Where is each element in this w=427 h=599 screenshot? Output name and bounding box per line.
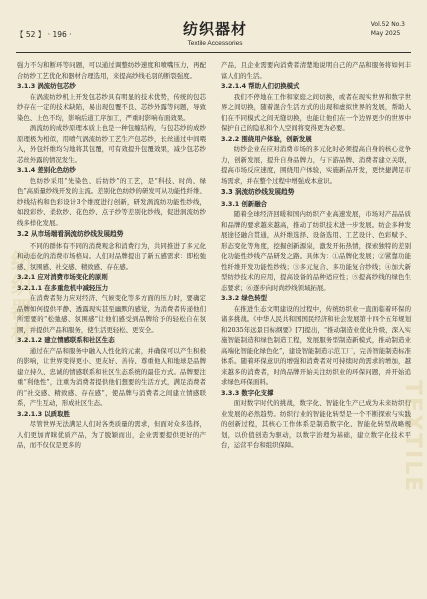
section-heading: 3.2.1 应对消费市场变化的原则 — [17, 273, 108, 281]
section-heading: 3.3.2 绿色转型 — [221, 294, 267, 302]
watermark-right: TEXTILE — [400, 380, 425, 494]
paragraph: 通过在产品和服务中融入人性化的元素，并确保可以产生积极的影响，让世界变得更小、更友好、善待、尊重他人和地球是品牌建立持久、忠诚的情感联系和社区生态系统的最佳方式。品牌要注重“利他性”，注重为消费者提供他们想要的生活方式，满足消费者的“社交感、精致感、存在感”，使品牌与消费者之间建立情感联系，产生互动，形成社区生态。 — [17, 346, 206, 407]
right-column — [221, 60, 411, 451]
section-heading: 3.1.3 涡流纺包芯纱 — [17, 82, 76, 90]
paragraph: 随着全球经济回暖和国内纺织产业高速发展，市场对产品品质和品牌的要求越来越高，推动了纺织技术进一步发展。纺企多种发展途径融合贯通，从纤维选择、设备选用、工艺设计、色彩赋予、形态变化等角度，挖掘创新源泉，激发开拓热情，探索独特的差别化功能性纱线产品研发之路。具体为：①品牌化发展；②紧靠功能性纤维开发功能性纱线；③多元复合、多功能复合纱线；④加大新型纺纱技术的应用，提高设备的品种适应性；⑤提高纱线的绿色生态要求；⑥逐步向时尚纱线领域拓展。 — [221, 210, 411, 292]
issue-info — [371, 20, 405, 38]
paragraph: 我们不停地在工作和家庭之间切换，或者在现实世界和数字世界之间切换，随着混合生活方式的出现和虚拟世界的发展，帮助人们在不同模式之间无缝切换，也能让他们在一个边界更少的世界中保护自己的隐私和个人空间将变得更为必要。 — [221, 92, 411, 132]
section-heading: 3.3 涡流纺纱线发展趋势 — [221, 188, 295, 196]
section-heading: 3.2.1.3 以质取胜 — [17, 409, 70, 418]
paragraph: 在涡流纺纱机上开发包芯纱具有明显的技术优势，传统的包芯纱存在一定的技术缺陷，易出现包覆不良、芯纱外露等问题，导致染色、上色不均，影响后道工序加工，严重时影响布面效果。 — [17, 92, 206, 122]
section-heading: 3.2.1.4 帮助人们切换模式 — [221, 82, 300, 90]
section-heading: 3.3.1 创新融合 — [221, 199, 267, 208]
section-heading: 3.2 从市场端看涡流纺纱线发展趋势 — [17, 230, 124, 238]
journal-english-name: Textile Accessories — [187, 40, 243, 47]
journal-logo: 纺织器材 — [182, 20, 247, 38]
paragraph: 在消费者努力应对经济、气候变化等多方面的压力时，要确定品牌如何提供平静、透露现实甚至幽默的感觉，为消费者传递他们所需要的“松弛感、氛围感”让他们感受到品牌给予的轻松自在氛围，并提供产品和服务，使生活更轻松、更安全。 — [17, 294, 206, 334]
paragraph: 不同的群体有不同的消费观念和消费行为，共同推进了多元化和动态化的消费市场格局。人们对品牌提出了新五感需求：即松弛感、氛围感、社交感、精致感、存在感。 — [17, 241, 206, 271]
volume-number: Vol.52 No.3 — [370, 21, 405, 28]
paragraph: 尽管世界无法满足人们对各类质量的需求，但面对众多选择，人们更加青睐优质产品，为了脱颖而出，企业需要提供更好的产品，而不仅仅是更多的 — [17, 420, 206, 449]
section-heading: 3.2.2 围绕用户体验，创新发展 — [221, 134, 312, 143]
section-heading: 3.2.1.1 在多重危机中减轻压力 — [17, 283, 109, 292]
header-rule — [16, 52, 411, 53]
page-number: 【 52 】 · 196 · — [16, 30, 72, 39]
section-heading: 3.3.3 数字化支撑 — [221, 388, 274, 397]
paragraph: 面对数字时代的挑战，数字化、智能化生产已成为未来纺织行业发展的必然趋势。纺织行业的智能化转型是一个不断探索与实践的创新过程，其核心工作体系是制造数字化、智能化转型战略规划，以价值创造为驱动，以数字治理为基础，建立数字化技术平台，运营平台和组织保障。 — [221, 399, 411, 449]
paragraph: 强力不匀和断环等问题，可以通过调整纺纱速度和喷嘴压力，再配合纺纱工艺优化和器材合理选用，来提高纱线毛羽的断裂强度。 — [17, 61, 206, 80]
section-heading: 3.2.1.2 建立情感联系和社区生态 — [17, 336, 115, 344]
left-column — [17, 60, 206, 451]
paragraph: 在推进生态文明建设的过程中，传统纺织业一直面临着环保的诸多挑战。《中华人民共和国国民经济和社会发展第十四个五年规划和2035年远景目标纲要》[7]提出，“推动制造业优化升级，深入实施智能制造和绿色制造工程，发展服务型制造新模式，推动制造业高端化智能化绿色化”，建设智能制造示范工厂，完善智能制造标准体系。随着环保意识的增强和消费者对可持续时尚需求的增加，越来越多的消费者，时尚品牌开始关注纺织业的环保问题，并开始追求绿色环保面料。 — [221, 304, 411, 386]
paragraph: 色纺纱采用“先染色、后纺纱”的工艺，是“科技、时尚、绿色”高质量纱线开发的主流。差别化色纺纱的研发可从功能性纤维、纱线结构和色彩设计3个维度进行创新，研发涡流纺功能性纱线，如段彩纱、柔软纱、花色纱、点子纱等差别化纱线，促进涡流纺纱线多样化发展。 — [17, 176, 206, 227]
issue-date: May 2025 — [370, 30, 401, 37]
paragraph: 涡流纺的成纱原理本质上也是一种包缠结构，与包芯纱的成纱原理极为相似，用喷气涡流纺纱工艺生产包芯纱，长丝通过中间喂入，外包纤维均匀地将其包覆，可有效提升包覆效果，减少包芯纱芯丝外露的情况发生。 — [17, 124, 206, 164]
section-heading: 3.1.4 差别化色纺纱 — [17, 166, 76, 174]
journal-header — [150, 18, 280, 47]
paragraph: 纺纱企业在应对消费市场的多元化时必须提高自身的核心竞争力，创新发展，提升自身品牌力，与下游品牌、消费者建立关联，提高市场反应速度，围绕用户体验，实施新品开发，更快捷满足市场需求，并在整个过程中增强成本意识。 — [221, 145, 411, 185]
paragraph: 产品，且企业需要向消费者清楚地说明自己的产品和服务将如何丰富人们的生活。 — [221, 61, 411, 80]
watermark-left: 纺织器材 — [7, 250, 32, 346]
